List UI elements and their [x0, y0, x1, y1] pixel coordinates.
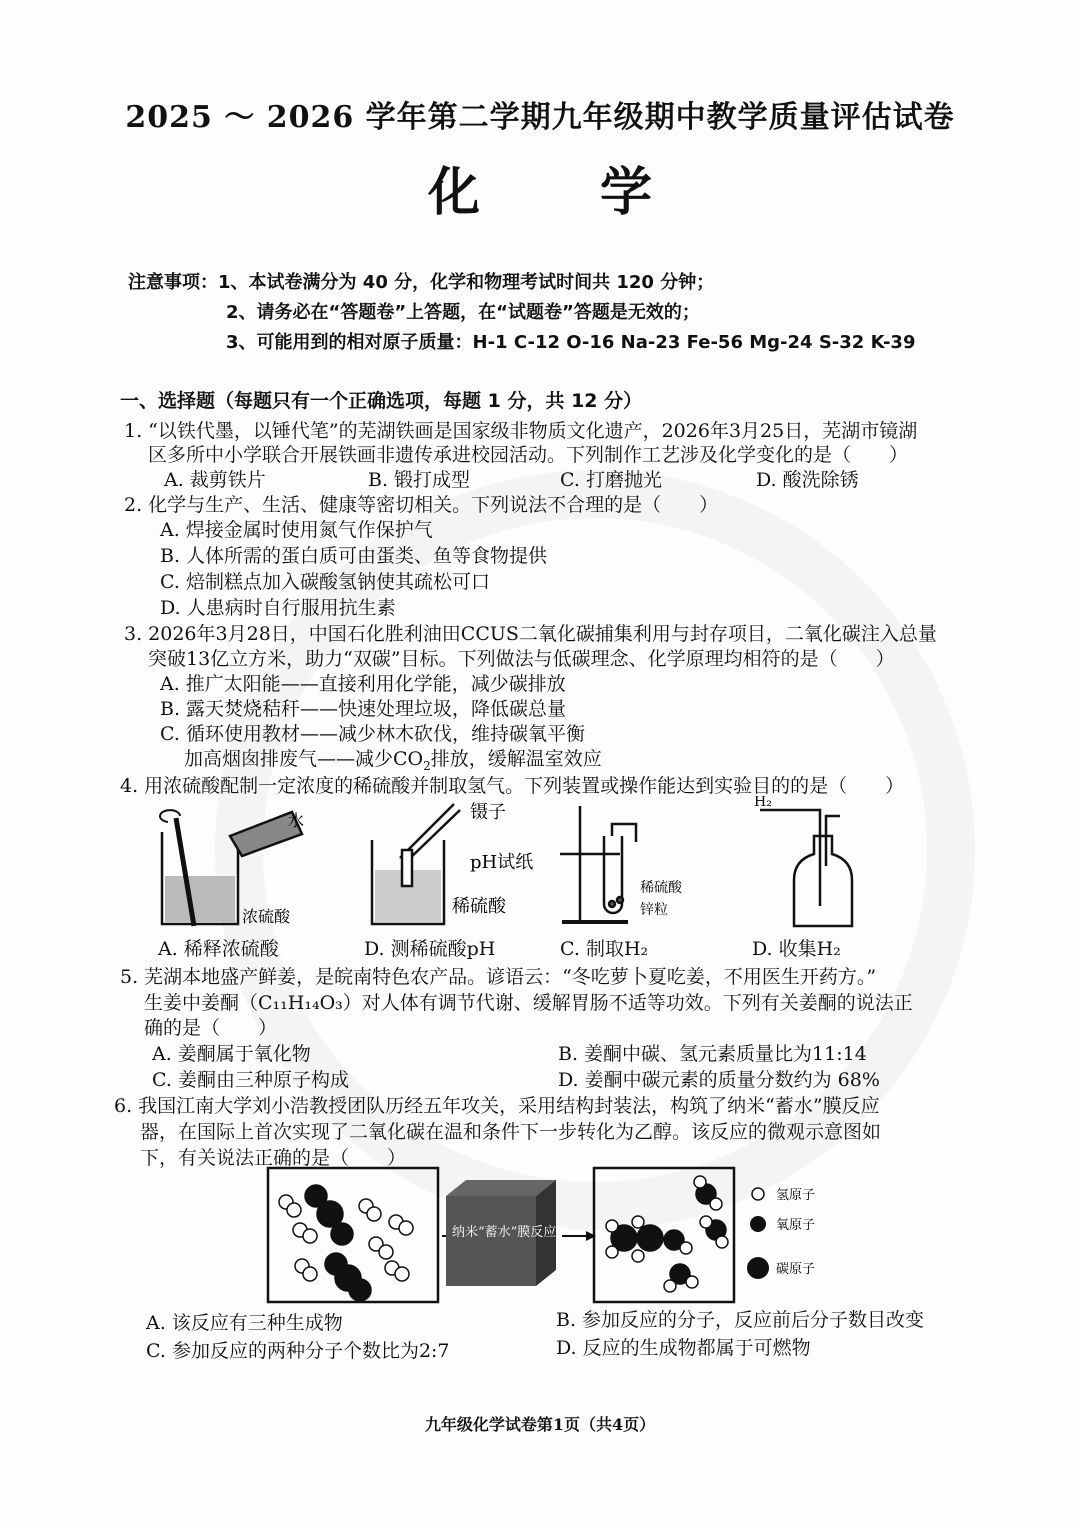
- legend-carbon-icon: [747, 1257, 769, 1279]
- q5-option-c: C. 姜酮由三种原子构成: [152, 1069, 349, 1091]
- legend-oxygen: 氧原子: [776, 1218, 816, 1233]
- label-dilute-acid: 稀硫酸: [452, 896, 506, 917]
- label-h2-inlet: H₂: [754, 796, 772, 810]
- q6-reaction-diagram: [266, 1166, 836, 1306]
- q1-stem-1: 1. “以铁代墨，以锤代笔”的芜湖铁画是国家级非物质文化遗产，2026年3月25日，芜湖市镜湖: [124, 420, 918, 442]
- label-tweezers: 镊子: [470, 802, 506, 823]
- q6-option-b: B. 参加反应的分子，反应前后分子数目改变: [556, 1309, 925, 1331]
- q5-option-b: B. 姜酮中碳、氢元素质量比为11:14: [558, 1043, 867, 1065]
- legend-hydrogen-icon: [752, 1188, 764, 1200]
- notice-line-1: 注意事项：1、本试卷满分为 40 分，化学和物理考试时间共 120 分钟；: [128, 272, 715, 293]
- q5-option-a: A. 姜酮属于氧化物: [152, 1043, 311, 1065]
- q5-stem-1: 5. 芜湖本地盛产鲜姜，是皖南特色农产品。谚语云：“冬吃萝卜夏吃姜，不用医生开药方。”: [120, 966, 877, 988]
- q2-option-b: B. 人体所需的蛋白质可由蛋类、鱼等食物提供: [160, 545, 548, 567]
- q6-stem-1: 6. 我国江南大学刘小浩教授团队历经五年攻关，采用结构封装法，构筑了纳米“蓄水”膜反应: [114, 1095, 880, 1117]
- legend-oxygen-icon: [750, 1216, 766, 1232]
- q3-stem-1: 3. 2026年3月28日，中国石化胜利油田CCUS二氧化碳捕集利用与封存项目，二氧化碳注入总量: [124, 623, 937, 645]
- q3-option-b: B. 露天焚烧秸秆——快速处理垃圾，降低碳总量: [160, 698, 567, 720]
- q1-option-b: B. 锻打成型: [368, 469, 471, 491]
- subject-title: 化学: [427, 162, 772, 223]
- bottle-gas-collection: [760, 810, 852, 926]
- label-water: 水: [288, 811, 305, 830]
- notice-line-3: 3、可能用到的相对原子质量：H-1 C-12 O-16 Na-23 Fe-56 Mg-24 S-32 K-39: [226, 332, 916, 353]
- q5-option-d: D. 姜酮中碳元素的质量分数约为 68%: [558, 1069, 880, 1091]
- reactor-label: 纳米“蓄水”膜反应器: [452, 1225, 570, 1240]
- q1-stem-2: 区多所中小学联合开展铁画非遗传承进校园活动。下列制作工艺涉及化学变化的是（ ）: [148, 444, 909, 466]
- legend-carbon: 碳原子: [776, 1262, 816, 1277]
- q2-option-c: C. 焙制糕点加入碳酸氢钠使其疏松可口: [160, 571, 490, 593]
- q4-option-a: A. 稀释浓硫酸: [158, 938, 279, 960]
- exam-title: 2025 ～ 2026 学年第二学期九年级期中教学质量评估试卷: [125, 100, 955, 135]
- q5-stem-2: 生姜中姜酮（C₁₁H₁₄O₃）对人体有调节代谢、缓解胃肠不适等功效。下列有关姜酮的说法正: [144, 992, 913, 1014]
- atom-legend: [747, 1188, 815, 1279]
- stand-hydrogen-generation: [560, 806, 636, 922]
- q4-option-b: D. 测稀硫酸pH: [364, 938, 496, 960]
- q3-stem-2: 突破13亿立方米，助力“双碳”目标。下列做法与低碳理念、化学原理均相符的是（ ）: [148, 648, 895, 670]
- q6-stem-3: 下，有关说法正确的是（ ）: [140, 1147, 407, 1169]
- q1-option-a: A. 裁剪铁片: [164, 469, 266, 491]
- label-dilute-acid-2: 稀硫酸: [640, 880, 682, 896]
- legend-hydrogen: 氢原子: [776, 1188, 816, 1203]
- q2-option-a: A. 焊接金属时使用氮气作保护气: [160, 519, 433, 541]
- q6-option-d: D. 反应的生成物都属于可燃物: [556, 1337, 811, 1359]
- q2-stem: 2. 化学与生产、生活、健康等密切相关。下列说法不合理的是（ ）: [124, 494, 719, 516]
- q4-stem: 4. 用浓硫酸配制一定浓度的稀硫酸并制取氢气。下列装置或操作能达到实验目的的是（ ）: [120, 775, 905, 797]
- q1-option-d: D. 酸洗除锈: [756, 469, 859, 491]
- q4-apparatus-figure: [150, 796, 880, 938]
- label-zinc: 锌粒: [640, 902, 668, 918]
- notice-line-2: 2、请务必在“答题卷”上答题，在“试题卷”答题是无效的；: [226, 302, 700, 323]
- q6-option-c: C. 参加反应的两种分子个数比为2:7: [146, 1340, 450, 1362]
- q2-option-d: D. 人患病时自行服用抗生素: [160, 597, 396, 619]
- label-ph-paper: pH试纸: [470, 852, 534, 873]
- section-heading: 一、选择题（每题只有一个正确选项，每题 1 分，共 12 分）: [120, 390, 643, 412]
- q3-option-d: 加高烟囱排废气——减少$CO_2$排放，缓解温室效应: [184, 748, 602, 773]
- beaker-ph-test: [372, 804, 460, 924]
- q6-option-a: A. 该反应有三种生成物: [146, 1312, 343, 1334]
- q1-option-c: C. 打磨抛光: [560, 469, 662, 491]
- reactor-block: [446, 1180, 569, 1286]
- q4-option-d: D. 收集H₂: [752, 938, 841, 960]
- q4-option-c: C. 制取H₂: [560, 938, 649, 960]
- page-footer: 九年级化学试卷第1页（共4页）: [424, 1415, 656, 1434]
- q5-stem-3: 确的是（ ）: [144, 1017, 278, 1039]
- q3-option-c: C. 循环使用教材——减少林木砍伐，维持碳氧平衡: [160, 723, 585, 745]
- q6-stem-2: 器，在国际上首次实现了二氧化碳在温和条件下一步转化为乙醇。该反应的微观示意图如: [140, 1121, 882, 1143]
- reactant-molecules: [279, 1185, 413, 1301]
- label-conc-acid: 浓硫酸: [242, 907, 291, 926]
- q3-option-a: A. 推广太阳能——直接利用化学能，减少碳排放: [160, 673, 566, 695]
- product-molecules: [606, 1176, 728, 1292]
